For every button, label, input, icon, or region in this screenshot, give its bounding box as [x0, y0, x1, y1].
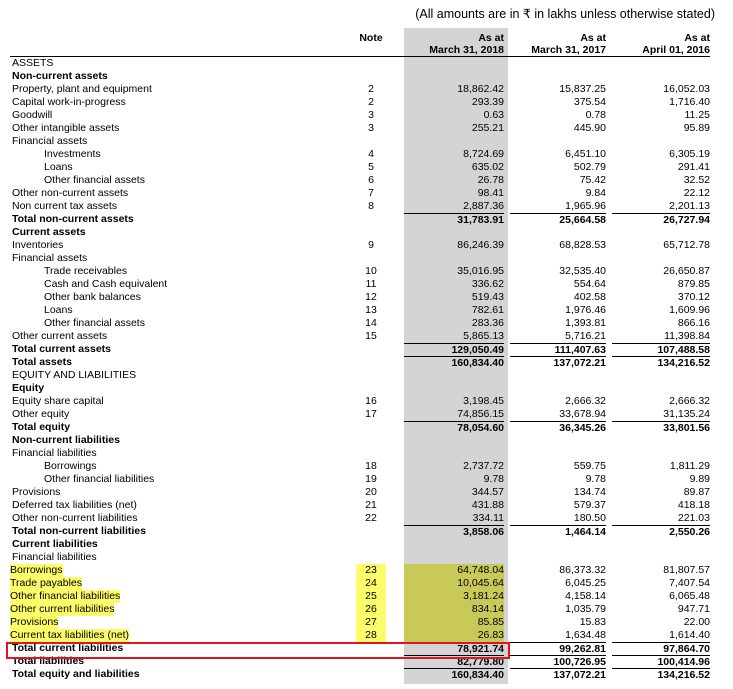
note-cell: 2	[368, 83, 374, 95]
value-2017-cell: 180.50	[510, 512, 606, 526]
value-2016-cell: 418.18	[677, 499, 710, 511]
value-2016-cell: 89.87	[683, 486, 710, 498]
value-2018-cell: 336.62	[471, 278, 504, 290]
note-cell: 15	[365, 330, 377, 342]
value-2016-cell: 26,727.94	[612, 213, 710, 227]
table-row	[0, 616, 733, 629]
value-2016-cell: 2,666.32	[669, 395, 710, 407]
row-label: Financial assets	[12, 135, 88, 147]
table-row	[0, 109, 733, 122]
row-label: Loans	[44, 304, 73, 316]
header-march-2018	[404, 32, 504, 56]
value-2016-cell: 1,609.96	[669, 304, 710, 316]
note-cell: 4	[368, 148, 374, 160]
value-2018-cell: 9.78	[483, 473, 504, 485]
note-cell: 2	[368, 96, 374, 108]
value-2017-cell: 559.75	[573, 460, 606, 472]
value-2018-cell: 78,054.60	[404, 421, 504, 435]
value-2016-cell: 22.12	[683, 187, 710, 199]
table-row	[0, 96, 733, 109]
value-2018-cell: 35,016.95	[457, 265, 504, 277]
header-2016-line2: April 01, 2016	[642, 44, 710, 56]
note-cell: 24	[356, 577, 386, 590]
note-cell: 28	[356, 629, 386, 642]
row-label: Equity share capital	[12, 395, 104, 407]
value-2016-cell: 7,407.54	[669, 577, 710, 589]
value-2016-cell: 866.16	[677, 317, 710, 329]
row-label: Borrowings	[44, 460, 97, 472]
value-2017-cell: 5,716.21	[510, 330, 606, 344]
value-2018-cell: 431.88	[471, 499, 504, 511]
table-row	[0, 83, 733, 96]
value-2017-cell: 111,407.63	[510, 343, 606, 357]
value-2018-cell: 5,865.13	[404, 330, 504, 344]
header-2017-line1: As at	[580, 32, 606, 44]
value-2018-cell: 64,748.04	[404, 564, 504, 577]
header-april-2016	[612, 32, 710, 56]
value-2018-cell: 782.61	[471, 304, 504, 316]
table-row	[0, 356, 733, 369]
note-cell: 17	[365, 408, 377, 420]
value-2016-cell: 6,305.19	[669, 148, 710, 160]
value-2016-cell: 26,650.87	[663, 265, 710, 277]
note-cell: 10	[365, 265, 377, 277]
value-2016-cell: 879.85	[677, 278, 710, 290]
row-label: Other non-current liabilities	[12, 512, 138, 524]
row-label: Capital work-in-progress	[12, 96, 126, 108]
table-row	[0, 408, 733, 421]
row-label: Other non-current assets	[12, 187, 129, 199]
value-2017-cell: 502.79	[573, 161, 606, 173]
value-2018-cell: 255.21	[471, 122, 504, 134]
value-2017-cell: 137,072.21	[510, 356, 606, 370]
table-row	[0, 473, 733, 486]
table-row	[0, 525, 733, 538]
row-label: Non-current liabilities	[12, 434, 120, 446]
row-label: Total assets	[12, 356, 72, 368]
table-row	[0, 421, 733, 434]
row-label: Other equity	[12, 408, 70, 420]
value-2017-cell: 99,262.81	[510, 642, 606, 656]
value-2017-cell: 15.83	[579, 616, 606, 628]
value-2016-cell: 9.89	[689, 473, 710, 485]
value-2016-cell: 134,216.52	[612, 356, 710, 370]
row-label: Property, plant and equipment	[12, 83, 152, 95]
value-2017-cell: 0.78	[585, 109, 606, 121]
value-2017-cell: 36,345.26	[510, 421, 606, 435]
table-row	[0, 577, 733, 590]
row-label: Current tax liabilities (net)	[10, 629, 130, 641]
value-2016-cell: 134,216.52	[612, 668, 710, 682]
note-cell: 5	[368, 161, 374, 173]
value-2017-cell: 6,045.25	[565, 577, 606, 589]
table-row	[0, 304, 733, 317]
row-label: Equity	[12, 382, 45, 394]
row-label: Deferred tax liabilities (net)	[12, 499, 137, 511]
table-row	[0, 551, 733, 564]
value-2017-cell: 579.37	[573, 499, 606, 511]
row-label: Trade receivables	[44, 265, 128, 277]
note-cell: 20	[365, 486, 377, 498]
value-2018-cell: 129,050.49	[404, 343, 504, 357]
value-2016-cell: 81,807.57	[663, 564, 710, 576]
value-2016-cell: 107,488.58	[612, 343, 710, 357]
value-2018-cell: 85.85	[404, 616, 504, 629]
note-cell: 19	[365, 473, 377, 485]
note-cell: 3	[368, 109, 374, 121]
table-row	[0, 213, 733, 226]
row-label: Provisions	[10, 616, 59, 628]
table-row	[0, 590, 733, 603]
header-2016-line1: As at	[684, 32, 710, 44]
value-2017-cell: 15,837.25	[559, 83, 606, 95]
value-2018-cell: 519.43	[471, 291, 504, 303]
value-2018-cell: 3,181.24	[404, 590, 504, 603]
table-row	[0, 629, 733, 642]
table-row	[0, 369, 733, 382]
value-2016-cell: 22.00	[683, 616, 710, 628]
value-2018-cell: 2,887.36	[404, 200, 504, 214]
table-row	[0, 70, 733, 83]
value-2018-cell: 31,783.91	[404, 213, 504, 227]
value-2018-cell: 26.78	[477, 174, 504, 186]
note-cell: 22	[365, 512, 377, 524]
header-2018-line2: March 31, 2018	[429, 44, 504, 56]
value-2017-cell: 68,828.53	[559, 239, 606, 251]
table-row	[0, 382, 733, 395]
row-label: ASSETS	[12, 57, 54, 69]
note-cell: 11	[365, 278, 377, 290]
row-label: Financial liabilities	[12, 551, 97, 563]
table-row	[0, 135, 733, 148]
value-2018-cell: 18,862.42	[457, 83, 504, 95]
row-label: Total equity	[12, 421, 71, 433]
row-label: Trade payables	[10, 577, 82, 589]
value-2018-cell: 26.83	[404, 629, 504, 643]
value-2017-cell: 25,664.58	[510, 213, 606, 227]
value-2017-cell: 402.58	[573, 291, 606, 303]
row-label: Other financial assets	[44, 174, 145, 186]
value-2017-cell: 86,373.32	[559, 564, 606, 576]
value-2017-cell: 4,158.14	[565, 590, 606, 602]
value-2018-cell: 160,834.40	[404, 356, 504, 370]
value-2016-cell: 2,201.13	[612, 200, 710, 214]
value-2018-cell: 3,858.06	[404, 525, 504, 539]
table-row	[0, 668, 733, 681]
table-row	[0, 395, 733, 408]
value-2017-cell: 75.42	[579, 174, 606, 186]
header-march-2017	[510, 32, 606, 56]
total-current-liabilities-highlight-box	[6, 642, 510, 659]
row-label: Non-current assets	[12, 70, 108, 82]
value-2018-cell: 635.02	[471, 161, 504, 173]
value-2017-cell: 32,535.40	[559, 265, 606, 277]
value-2017-cell: 137,072.21	[510, 668, 606, 682]
note-cell: 6	[368, 174, 374, 186]
value-2018-cell: 834.14	[404, 603, 504, 616]
table-row	[0, 486, 733, 499]
row-label: Loans	[44, 161, 73, 173]
table-row	[0, 499, 733, 512]
value-2016-cell: 11,398.84	[612, 330, 710, 344]
value-2016-cell: 6,065.48	[669, 590, 710, 602]
value-2018-cell: 98.41	[477, 187, 504, 199]
note-cell: 18	[365, 460, 377, 472]
note-cell: 23	[356, 564, 386, 577]
table-row	[0, 187, 733, 200]
row-label: Other bank balances	[44, 291, 141, 303]
value-2018-cell: 334.11	[404, 512, 504, 526]
value-2017-cell: 554.64	[573, 278, 606, 290]
row-label: Total non-current assets	[12, 213, 134, 225]
table-row	[0, 252, 733, 265]
value-2016-cell: 1,716.40	[669, 96, 710, 108]
value-2017-cell: 2,666.32	[565, 395, 606, 407]
value-2016-cell: 2,550.26	[612, 525, 710, 539]
value-2017-cell: 1,634.48	[510, 629, 606, 643]
value-2017-cell: 1,464.14	[510, 525, 606, 539]
value-2016-cell: 31,135.24	[612, 408, 710, 422]
header-2017-line2: March 31, 2017	[531, 44, 606, 56]
table-row	[0, 174, 733, 187]
row-label: Other financial assets	[44, 317, 145, 329]
row-label: Total liabilities	[12, 655, 85, 667]
table-row	[0, 278, 733, 291]
row-label: Other current assets	[12, 330, 108, 342]
row-label: Other financial liabilities	[10, 590, 121, 602]
value-2018-cell: 2,737.72	[463, 460, 504, 472]
row-label: EQUITY AND LIABILITIES	[12, 369, 137, 381]
table-row	[0, 460, 733, 473]
value-2018-cell: 8,724.69	[463, 148, 504, 160]
table-row	[0, 538, 733, 551]
note-cell: 21	[365, 499, 377, 511]
row-label: Other financial liabilities	[44, 473, 155, 485]
value-2016-cell: 221.03	[612, 512, 710, 526]
value-2018-cell: 86,246.39	[457, 239, 504, 251]
row-label: Total equity and liabilities	[12, 668, 140, 680]
row-label: Total current assets	[12, 343, 112, 355]
value-2016-cell: 947.71	[677, 603, 710, 615]
note-cell: 25	[356, 590, 386, 603]
value-2017-cell: 9.78	[585, 473, 606, 485]
value-2017-cell: 100,726.95	[510, 655, 606, 669]
table-row	[0, 226, 733, 239]
value-2016-cell: 11.25	[684, 109, 710, 121]
header-2018-line1: As at	[478, 32, 504, 44]
value-2016-cell: 1,811.29	[669, 460, 710, 472]
row-label: Inventories	[12, 239, 64, 251]
note-cell: 7	[368, 187, 374, 199]
note-cell: 13	[365, 304, 377, 316]
row-label: Investments	[44, 148, 101, 160]
value-2018-cell: 82,779.80	[404, 655, 504, 669]
row-label: Cash and Cash equivalent	[44, 278, 168, 290]
row-label: Non current tax assets	[12, 200, 118, 212]
note-cell: 9	[368, 239, 374, 251]
value-2018-cell: 344.57	[471, 486, 504, 498]
value-2018-cell: 293.39	[471, 96, 504, 108]
table-row	[0, 239, 733, 252]
value-2018-cell: 0.63	[483, 109, 504, 121]
value-2018-cell: 283.36	[471, 317, 504, 329]
table-row	[0, 434, 733, 447]
row-label: Other current liabilities	[10, 603, 115, 615]
table-row	[0, 148, 733, 161]
value-2017-cell: 6,451.10	[565, 148, 606, 160]
note-cell: 3	[368, 122, 374, 134]
value-2017-cell: 134.74	[573, 486, 606, 498]
value-2016-cell: 291.41	[677, 161, 710, 173]
balance-sheet-table	[0, 57, 733, 681]
note-cell: 14	[365, 317, 377, 329]
value-2017-cell: 1,976.46	[565, 304, 606, 316]
value-2016-cell: 65,712.78	[663, 239, 710, 251]
value-2016-cell: 1,614.40	[612, 629, 710, 643]
note-header: Note	[359, 32, 383, 44]
value-2016-cell: 370.12	[677, 291, 710, 303]
amounts-caption: (All amounts are in ₹ in lakhs unless otherwise stated)	[415, 7, 715, 21]
value-2017-cell: 9.84	[585, 187, 606, 199]
value-2017-cell: 445.90	[573, 122, 606, 134]
row-label: Goodwill	[12, 109, 53, 121]
note-cell: 27	[356, 616, 386, 629]
table-row	[0, 122, 733, 135]
value-2016-cell: 95.89	[683, 122, 710, 134]
value-2016-cell: 32.52	[683, 174, 710, 186]
value-2017-cell: 1,393.81	[565, 317, 606, 329]
table-row	[0, 265, 733, 278]
row-label: Provisions	[12, 486, 61, 498]
value-2017-cell: 33,678.94	[510, 408, 606, 422]
row-label: Financial liabilities	[12, 447, 97, 459]
table-row	[0, 161, 733, 174]
note-cell: 16	[365, 395, 377, 407]
table-row	[0, 512, 733, 525]
value-2016-cell: 100,414.96	[612, 655, 710, 669]
row-label: Financial assets	[12, 252, 88, 264]
table-row	[0, 200, 733, 213]
table-row	[0, 603, 733, 616]
note-cell: 12	[365, 291, 377, 303]
row-label: Borrowings	[10, 564, 63, 576]
row-label: Current assets	[12, 226, 86, 238]
table-row	[0, 330, 733, 343]
note-cell: 26	[356, 603, 386, 616]
value-2018-cell: 74,856.15	[404, 408, 504, 422]
value-2018-cell: 160,834.40	[404, 668, 504, 682]
value-2018-cell: 3,198.45	[463, 395, 504, 407]
row-label: Total non-current liabilities	[12, 525, 146, 537]
value-2017-cell: 1,035.79	[565, 603, 606, 615]
row-label: Other intangible assets	[12, 122, 120, 134]
table-row	[0, 317, 733, 330]
value-2016-cell: 16,052.03	[663, 83, 710, 95]
value-2017-cell: 1,965.96	[510, 200, 606, 214]
value-2018-cell: 10,045.64	[404, 577, 504, 590]
table-row	[0, 57, 733, 70]
value-2017-cell: 375.54	[573, 96, 606, 108]
value-2016-cell: 33,801.56	[612, 421, 710, 435]
value-2016-cell: 97,864.70	[612, 642, 710, 656]
row-label: Current liabilities	[12, 538, 98, 550]
table-row	[0, 291, 733, 304]
note-cell: 8	[368, 200, 374, 212]
table-row	[0, 447, 733, 460]
table-row	[0, 343, 733, 356]
value-2018-cell: 78,921.74	[404, 642, 504, 656]
row-label: Total current liabilities	[12, 642, 124, 654]
table-row	[0, 564, 733, 577]
